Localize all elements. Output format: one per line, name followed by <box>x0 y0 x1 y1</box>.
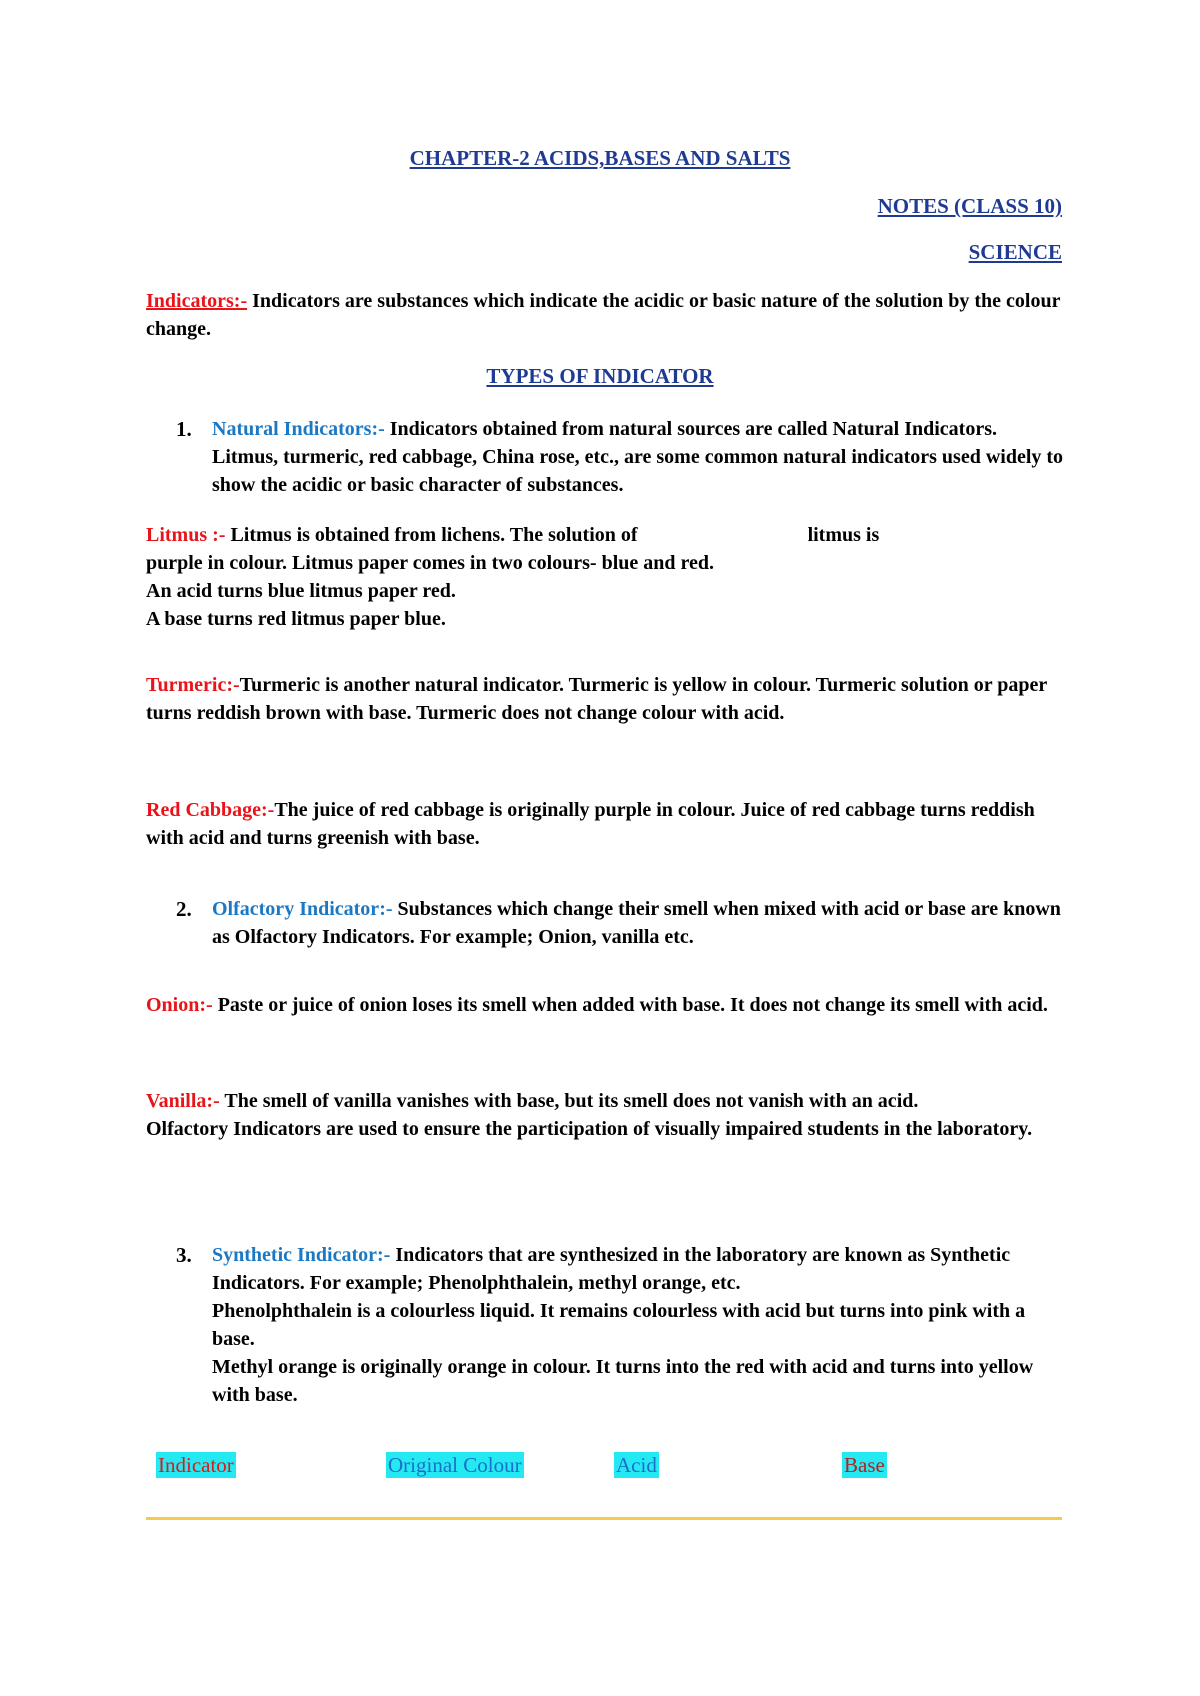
vanilla-paragraph <box>146 1087 1066 1143</box>
indicators-text: Indicators are substances which indicate the acidic or basic nature of the solution by the colour change. <box>146 290 1061 340</box>
table-header-acid: Acid <box>616 1453 657 1477</box>
onion-label: Onion:- <box>146 994 213 1016</box>
red-cabbage-text: The juice of red cabbage is originally purple in colour. Juice of red cabbage turns reddish with acid and turns greenish with base. <box>146 799 1035 849</box>
subject-heading: SCIENCE <box>968 240 1062 264</box>
vanilla-label: Vanilla:- <box>146 1090 220 1112</box>
onion-text: Paste or juice of onion loses its smell when added with base. It does not change its smell with acid. <box>212 994 1048 1016</box>
litmus-label: Litmus :- <box>146 524 226 546</box>
table-header-base: Base <box>844 1453 885 1477</box>
methyl-orange-text: Methyl orange is originally orange in colour. It turns into the red with acid and turns into yellow with base. <box>212 1356 1034 1406</box>
red-cabbage-paragraph <box>146 796 1066 852</box>
table-divider <box>146 1517 1062 1520</box>
litmus-text-b: litmus is <box>807 524 880 546</box>
notes-heading: NOTES (CLASS 10) <box>877 194 1062 218</box>
litmus-line-3: An acid turns blue litmus paper red. <box>146 580 456 602</box>
red-cabbage-label: Red Cabbage:- <box>146 799 275 821</box>
indicators-definition <box>146 287 1066 343</box>
list-number: 1. <box>176 417 192 441</box>
natural-indicators-text: Indicators obtained from natural sources are called Natural Indicators. Litmus, turmeric, red cabbage, China rose, etc., are some common natural indicators used widely to show the acidic or basic character of substances. <box>212 418 1064 496</box>
natural-indicators-label: Natural Indicators:- <box>212 418 385 440</box>
chapter-title: CHAPTER-2 ACIDS,BASES AND SALTS <box>409 146 791 170</box>
litmus-text-a: Litmus is obtained from lichens. The solution of <box>225 524 638 546</box>
turmeric-text: Turmeric is another natural indicator. Turmeric is yellow in colour. Turmeric solution or paper turns reddish brown with base. Turmeric does not change colour with acid. <box>146 674 1047 724</box>
list-number: 2. <box>176 897 192 921</box>
vanilla-text: The smell of vanilla vanishes with base, but its smell does not vanish with an acid. <box>219 1090 919 1112</box>
list-number: 3. <box>176 1243 192 1267</box>
phenolphthalein-text: Phenolphthalein is a colourless liquid. It remains colourless with acid but turns into pink with a base. <box>212 1300 1026 1350</box>
vanilla-line-2: Olfactory Indicators are used to ensure the participation of visually impaired students in the laboratory. <box>146 1118 1033 1140</box>
synthetic-indicator-label: Synthetic Indicator:- <box>212 1244 391 1266</box>
olfactory-indicator-label: Olfactory Indicator:- <box>212 898 393 920</box>
table-header-indicator: Indicator <box>158 1453 234 1477</box>
natural-indicators-item <box>146 415 1066 499</box>
synthetic-indicator-item <box>146 1241 1066 1409</box>
litmus-line-4: A base turns red litmus paper blue. <box>146 608 446 630</box>
table-header-original-colour: Original Colour <box>388 1453 522 1477</box>
synthetic-indicator-text: Indicators that are synthesized in the laboratory are known as Synthetic Indicators. For example; Phenolphthalein, methyl orange, etc. <box>212 1244 1011 1294</box>
onion-paragraph <box>146 991 1066 1019</box>
turmeric-paragraph <box>146 671 1066 727</box>
litmus-line-2: purple in colour. Litmus paper comes in two colours- blue and red. <box>146 552 715 574</box>
turmeric-label: Turmeric:- <box>146 674 240 696</box>
types-heading: TYPES OF INDICATOR <box>486 364 714 388</box>
indicators-label: Indicators:- <box>146 290 248 312</box>
litmus-paragraph <box>146 521 1066 633</box>
olfactory-indicator-item <box>146 895 1066 951</box>
indicator-table-header <box>0 1452 1200 1482</box>
olfactory-indicator-text: Substances which change their smell when mixed with acid or base are known as Olfactory Indicators. For example; Onion, vanilla etc. <box>212 898 1061 948</box>
